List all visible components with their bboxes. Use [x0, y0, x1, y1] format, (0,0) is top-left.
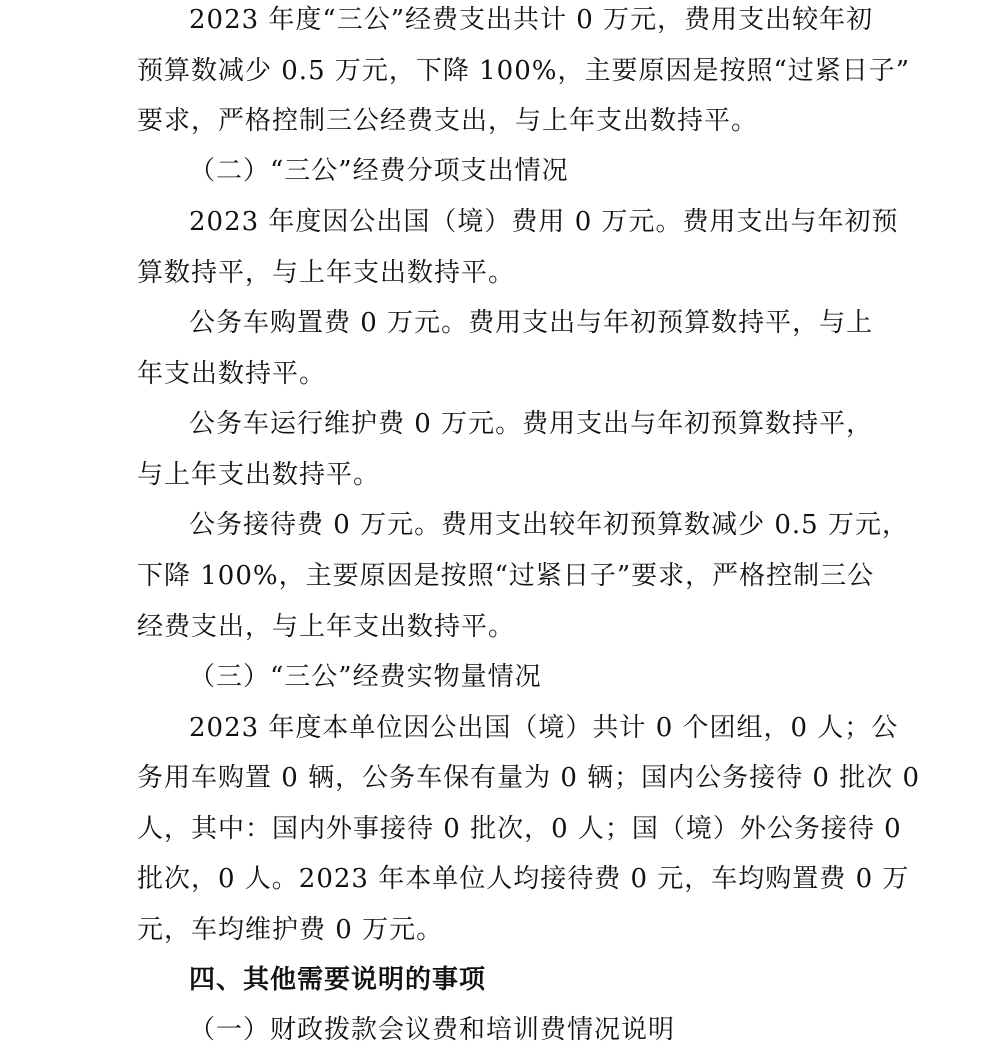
paragraph-line: 2023 年度“三公”经费支出共计 0 万元，费用支出较年初 — [189, 5, 874, 35]
paragraph-line: 预算数减少 0.5 万元，下降 100%，主要原因是按照“过紧日子” — [137, 56, 911, 86]
paragraph-line: 务用车购置 0 辆，公务车保有量为 0 辆；国内公务接待 0 批次 0 — [137, 763, 921, 793]
paragraph-line: 算数持平，与上年支出数持平。 — [137, 258, 516, 288]
chapter-heading: 四、其他需要说明的事项 — [189, 965, 487, 995]
paragraph-line: 2023 年度本单位因公出国（境）共计 0 个团组，0 人；公 — [189, 713, 899, 743]
paragraph-line: 元，车均维护费 0 万元。 — [137, 915, 444, 945]
paragraph-line: 公务车购置费 0 万元。费用支出与年初预算数持平，与上 — [189, 308, 874, 338]
paragraph-line: 经费支出，与上年支出数持平。 — [137, 612, 516, 642]
section-heading: （三）“三公”经费实物量情况 — [189, 662, 542, 692]
paragraph-line: 要求，严格控制三公经费支出，与上年支出数持平。 — [137, 106, 759, 136]
paragraph-line: 下降 100%，主要原因是按照“过紧日子”要求，严格控制三公 — [137, 561, 875, 591]
paragraph-line: 人，其中：国内外事接待 0 批次，0 人；国（境）外公务接待 0 — [137, 814, 902, 844]
paragraph-line: 公务接待费 0 万元。费用支出较年初预算数减少 0.5 万元， — [189, 510, 909, 540]
paragraph-line: 公务车运行维护费 0 万元。费用支出与年初预算数持平， — [189, 409, 874, 439]
paragraph-line: 与上年支出数持平。 — [137, 460, 381, 490]
section-heading: （一）财政拨款会议费和培训费情况说明 — [189, 1015, 676, 1045]
paragraph-line: 年支出数持平。 — [137, 359, 327, 389]
section-heading: （二）“三公”经费分项支出情况 — [189, 156, 569, 186]
paragraph-line: 批次，0 人。2023 年本单位人均接待费 0 元，车均购置费 0 万 — [137, 864, 910, 894]
paragraph-line: 2023 年度因公出国（境）费用 0 万元。费用支出与年初预 — [189, 207, 899, 237]
